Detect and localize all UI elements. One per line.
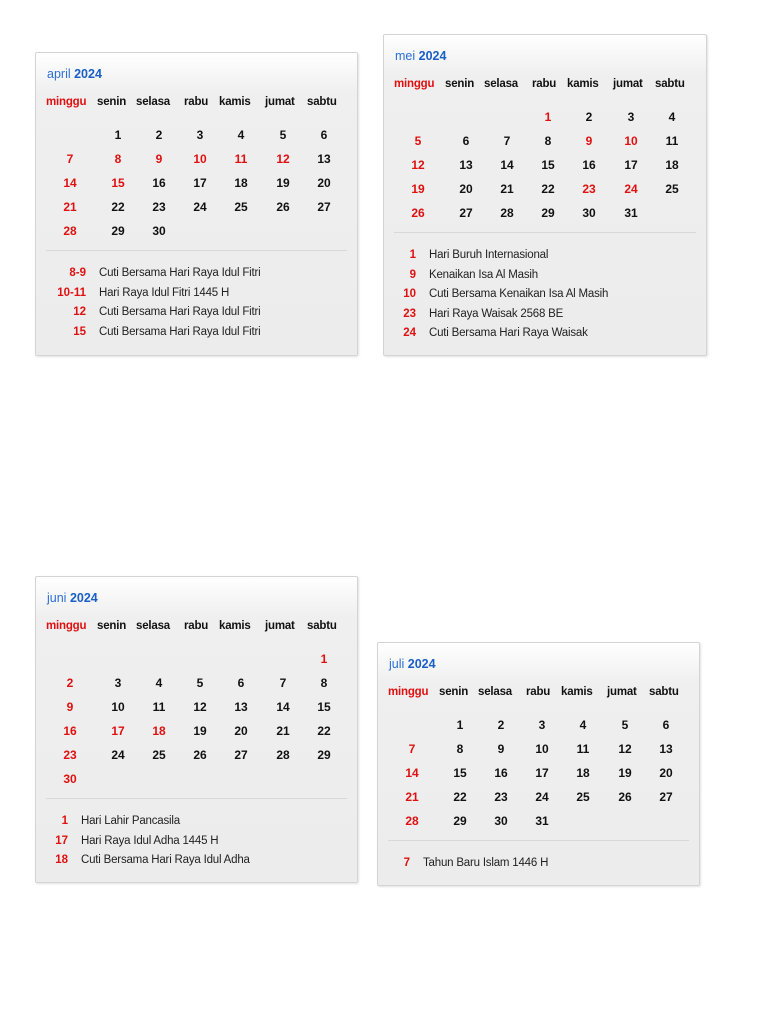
- day-27[interactable]: 27: [317, 200, 331, 214]
- weekday-sabtu: sabtu: [649, 686, 679, 698]
- holiday-item: [384, 269, 706, 285]
- weekday-header: [394, 78, 698, 94]
- day-28[interactable]: 28: [276, 748, 290, 762]
- day-14[interactable]: 14: [276, 700, 290, 714]
- month-title: [47, 67, 102, 81]
- day-11[interactable]: 11: [665, 134, 679, 148]
- day-13[interactable]: 13: [659, 742, 673, 756]
- day-9[interactable]: 9: [585, 134, 593, 148]
- weekday-jumat: jumat: [265, 96, 295, 108]
- holiday-item: [384, 308, 706, 324]
- day-20[interactable]: 20: [459, 182, 473, 196]
- month-name: april: [47, 67, 71, 81]
- holiday-name: Hari Raya Idul Adha 1445 H: [81, 834, 219, 847]
- day-3[interactable]: 3: [538, 718, 546, 732]
- day-20[interactable]: 20: [659, 766, 673, 780]
- day-8[interactable]: 8: [456, 742, 464, 756]
- day-18[interactable]: 18: [665, 158, 679, 172]
- year: 2024: [69, 591, 98, 605]
- day-15[interactable]: 15: [317, 700, 331, 714]
- day-10[interactable]: 10: [535, 742, 549, 756]
- holiday-date: 10: [403, 288, 416, 300]
- day-3[interactable]: 3: [196, 128, 204, 142]
- holiday-item: [384, 327, 706, 343]
- day-9[interactable]: 9: [66, 700, 74, 714]
- holiday-item: [36, 287, 357, 303]
- day-23[interactable]: 23: [152, 200, 166, 214]
- day-27[interactable]: 27: [234, 748, 248, 762]
- day-13[interactable]: 13: [317, 152, 331, 166]
- day-17[interactable]: 17: [535, 766, 549, 780]
- day-13[interactable]: 13: [234, 700, 248, 714]
- weekday-selasa: selasa: [478, 686, 512, 698]
- holiday-item: [36, 854, 357, 870]
- day-21[interactable]: 21: [500, 182, 514, 196]
- day-28[interactable]: 28: [63, 224, 77, 238]
- day-1[interactable]: 1: [320, 652, 328, 666]
- holiday-date: 1: [409, 249, 416, 261]
- day-18[interactable]: 18: [152, 724, 166, 738]
- day-2[interactable]: 2: [585, 110, 593, 124]
- holiday-name: Kenaikan Isa Al Masih: [429, 268, 538, 281]
- holiday-name: Cuti Bersama Hari Raya Waisak: [429, 327, 588, 339]
- day-29[interactable]: 29: [453, 814, 467, 828]
- day-19[interactable]: 19: [276, 176, 290, 190]
- divider: [388, 840, 689, 841]
- weekday-minggu: minggu: [388, 686, 429, 698]
- day-28[interactable]: 28: [405, 814, 419, 828]
- holiday-item: [378, 857, 699, 873]
- weekday-minggu: minggu: [46, 96, 87, 108]
- day-11[interactable]: 11: [152, 700, 166, 714]
- day-23[interactable]: 23: [582, 182, 596, 196]
- day-7[interactable]: 7: [279, 676, 287, 690]
- day-20[interactable]: 20: [234, 724, 248, 738]
- day-4[interactable]: 4: [668, 110, 676, 124]
- day-1[interactable]: 1: [456, 718, 464, 732]
- day-31[interactable]: 31: [535, 814, 549, 828]
- day-27[interactable]: 27: [659, 790, 673, 804]
- holiday-item: [36, 326, 357, 342]
- weekday-sabtu: sabtu: [307, 96, 337, 108]
- holiday-name: Cuti Bersama Hari Raya Idul Fitri: [99, 267, 261, 279]
- day-10[interactable]: 10: [111, 700, 125, 714]
- day-1[interactable]: 1: [544, 110, 552, 124]
- day-12[interactable]: 12: [193, 700, 207, 714]
- holiday-date: 9: [409, 268, 416, 281]
- holiday-name: Cuti Bersama Hari Raya Idul Adha: [81, 854, 250, 866]
- holiday-name: Cuti Bersama Hari Raya Idul Fitri: [99, 306, 261, 318]
- day-6[interactable]: 6: [462, 134, 470, 148]
- day-24[interactable]: 24: [193, 200, 207, 214]
- day-29[interactable]: 29: [111, 224, 125, 238]
- weekday-jumat: jumat: [613, 78, 643, 90]
- day-18[interactable]: 18: [576, 766, 590, 780]
- holiday-date: 23: [403, 307, 416, 320]
- day-26[interactable]: 26: [276, 200, 290, 214]
- holiday-item: [384, 249, 706, 265]
- day-26[interactable]: 26: [618, 790, 632, 804]
- month-name: mei: [395, 49, 416, 63]
- weekday-kamis: kamis: [567, 78, 599, 90]
- day-11[interactable]: 11: [576, 742, 590, 756]
- weekday-kamis: kamis: [219, 96, 251, 108]
- day-6[interactable]: 6: [662, 718, 670, 732]
- day-3[interactable]: 3: [114, 676, 122, 690]
- day-4[interactable]: 4: [579, 718, 587, 732]
- day-17[interactable]: 17: [624, 158, 638, 172]
- day-30[interactable]: 30: [494, 814, 508, 828]
- weekday-sabtu: sabtu: [307, 620, 337, 632]
- holiday-name: Hari Lahir Pancasila: [81, 815, 180, 827]
- weekday-rabu: rabu: [184, 620, 209, 632]
- holiday-date: 15: [73, 325, 86, 338]
- day-5[interactable]: 5: [414, 134, 422, 148]
- day-29[interactable]: 29: [317, 748, 331, 762]
- day-21[interactable]: 21: [405, 790, 419, 804]
- day-6[interactable]: 6: [320, 128, 328, 142]
- year: 2024: [74, 67, 102, 81]
- day-14[interactable]: 14: [63, 176, 77, 190]
- holiday-name: Hari Raya Idul Fitri 1445 H: [99, 286, 230, 299]
- weekday-minggu: minggu: [394, 78, 435, 90]
- holiday-date: 24: [403, 327, 416, 339]
- day-2[interactable]: 2: [155, 128, 163, 142]
- day-9[interactable]: 9: [155, 152, 163, 166]
- weekday-minggu: minggu: [46, 620, 87, 632]
- holiday-date: 10-11: [57, 286, 86, 299]
- day-16[interactable]: 16: [152, 176, 166, 190]
- month-name: juli: [389, 657, 405, 671]
- weekday-jumat: jumat: [265, 620, 295, 632]
- day-7[interactable]: 7: [503, 134, 511, 148]
- holiday-date: 8-9: [69, 267, 86, 279]
- day-19[interactable]: 19: [193, 724, 207, 738]
- weekday-selasa: selasa: [136, 620, 170, 632]
- day-2[interactable]: 2: [66, 676, 74, 690]
- day-8[interactable]: 8: [544, 134, 552, 148]
- calendar-april: [35, 52, 358, 356]
- holiday-name: Hari Buruh Internasional: [429, 249, 549, 261]
- day-3[interactable]: 3: [627, 110, 635, 124]
- day-30[interactable]: 30: [582, 206, 596, 220]
- day-22[interactable]: 22: [317, 724, 331, 738]
- day-12[interactable]: 12: [618, 742, 632, 756]
- year: 2024: [407, 657, 436, 671]
- day-24[interactable]: 24: [624, 182, 638, 196]
- day-7[interactable]: 7: [408, 742, 416, 756]
- day-15[interactable]: 15: [541, 158, 555, 172]
- day-22[interactable]: 22: [111, 200, 125, 214]
- day-17[interactable]: 17: [111, 724, 125, 738]
- holiday-item: [36, 835, 357, 851]
- weekday-rabu: rabu: [184, 96, 209, 108]
- day-28[interactable]: 28: [500, 206, 514, 220]
- day-29[interactable]: 29: [541, 206, 555, 220]
- day-16[interactable]: 16: [582, 158, 596, 172]
- day-23[interactable]: 23: [63, 748, 77, 762]
- day-18[interactable]: 18: [234, 176, 248, 190]
- day-30[interactable]: 30: [152, 224, 166, 238]
- weekday-jumat: jumat: [607, 686, 637, 698]
- day-9[interactable]: 9: [497, 742, 505, 756]
- weekday-header: [46, 620, 350, 636]
- day-21[interactable]: 21: [276, 724, 290, 738]
- day-11[interactable]: 11: [234, 152, 248, 166]
- day-23[interactable]: 23: [494, 790, 508, 804]
- holiday-date: 7: [403, 857, 410, 869]
- weekday-rabu: rabu: [532, 78, 557, 90]
- holiday-item: [384, 288, 706, 304]
- day-13[interactable]: 13: [459, 158, 473, 172]
- day-1[interactable]: 1: [114, 128, 122, 142]
- day-25[interactable]: 25: [152, 748, 166, 762]
- day-19[interactable]: 19: [411, 182, 425, 196]
- day-2[interactable]: 2: [497, 718, 505, 732]
- day-6[interactable]: 6: [237, 676, 245, 690]
- day-25[interactable]: 25: [665, 182, 679, 196]
- holiday-date: 17: [55, 834, 68, 847]
- day-25[interactable]: 25: [576, 790, 590, 804]
- day-17[interactable]: 17: [193, 176, 207, 190]
- weekday-rabu: rabu: [526, 686, 551, 698]
- holiday-name: Hari Raya Waisak 2568 BE: [429, 307, 564, 320]
- weekday-selasa: selasa: [484, 78, 518, 90]
- month-title: [47, 591, 98, 605]
- year: 2024: [418, 49, 447, 63]
- calendar-juli: [377, 642, 700, 886]
- divider: [394, 232, 696, 233]
- day-14[interactable]: 14: [500, 158, 514, 172]
- weekday-selasa: selasa: [136, 96, 170, 108]
- holiday-name: Tahun Baru Islam 1446 H: [423, 857, 549, 869]
- holiday-name: Cuti Bersama Hari Raya Idul Fitri: [99, 325, 261, 338]
- weekday-header: [46, 96, 350, 112]
- holiday-date: 18: [55, 854, 68, 866]
- day-4[interactable]: 4: [237, 128, 245, 142]
- day-21[interactable]: 21: [63, 200, 77, 214]
- holiday-item: [36, 815, 357, 831]
- weekday-senin: senin: [97, 620, 127, 632]
- day-15[interactable]: 15: [111, 176, 125, 190]
- weekday-kamis: kamis: [561, 686, 593, 698]
- calendar-mei: [383, 34, 707, 356]
- day-20[interactable]: 20: [317, 176, 331, 190]
- day-24[interactable]: 24: [535, 790, 549, 804]
- weekday-header: [388, 686, 692, 702]
- day-8[interactable]: 8: [320, 676, 328, 690]
- weekday-senin: senin: [97, 96, 127, 108]
- day-14[interactable]: 14: [405, 766, 419, 780]
- day-30[interactable]: 30: [63, 772, 77, 786]
- day-5[interactable]: 5: [196, 676, 204, 690]
- day-24[interactable]: 24: [111, 748, 125, 762]
- day-16[interactable]: 16: [494, 766, 508, 780]
- month-name: juni: [47, 591, 67, 605]
- weekday-senin: senin: [439, 686, 469, 698]
- month-title: [395, 49, 446, 63]
- day-25[interactable]: 25: [234, 200, 248, 214]
- day-10[interactable]: 10: [193, 152, 207, 166]
- holiday-date: 12: [73, 306, 86, 318]
- day-4[interactable]: 4: [155, 676, 163, 690]
- holiday-name: Cuti Bersama Kenaikan Isa Al Masih: [429, 288, 609, 300]
- divider: [46, 250, 347, 251]
- day-22[interactable]: 22: [541, 182, 555, 196]
- holiday-item: [36, 306, 357, 322]
- day-16[interactable]: 16: [63, 724, 77, 738]
- calendar-juni: [35, 576, 358, 883]
- day-27[interactable]: 27: [459, 206, 473, 220]
- day-26[interactable]: 26: [193, 748, 207, 762]
- day-12[interactable]: 12: [276, 152, 290, 166]
- day-15[interactable]: 15: [453, 766, 467, 780]
- month-title: [389, 657, 436, 671]
- day-5[interactable]: 5: [621, 718, 629, 732]
- divider: [46, 798, 347, 799]
- holiday-date: 1: [61, 815, 68, 827]
- day-19[interactable]: 19: [618, 766, 632, 780]
- day-12[interactable]: 12: [411, 158, 425, 172]
- day-26[interactable]: 26: [411, 206, 425, 220]
- day-7[interactable]: 7: [66, 152, 74, 166]
- holiday-item: [36, 267, 357, 283]
- weekday-senin: senin: [445, 78, 475, 90]
- day-10[interactable]: 10: [624, 134, 638, 148]
- day-8[interactable]: 8: [114, 152, 122, 166]
- weekday-kamis: kamis: [219, 620, 251, 632]
- day-5[interactable]: 5: [279, 128, 287, 142]
- day-22[interactable]: 22: [453, 790, 467, 804]
- day-31[interactable]: 31: [624, 206, 638, 220]
- weekday-sabtu: sabtu: [655, 78, 685, 90]
